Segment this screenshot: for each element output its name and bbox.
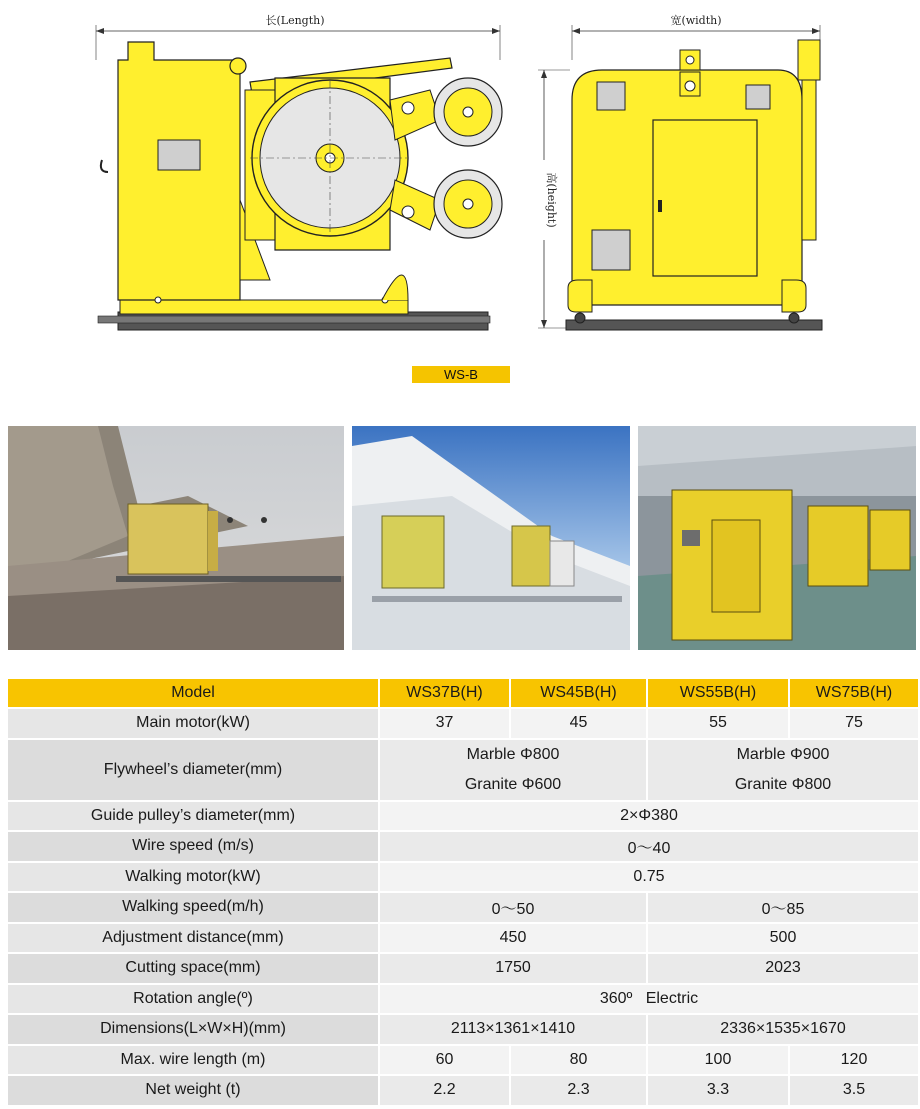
row-label-walking-motor: Walking motor(kW) [7, 862, 379, 893]
cell-wire-speed: 0～40 [379, 831, 919, 862]
row-label-flywheel: Flywheel’s diameter(mm) [7, 739, 379, 801]
header-model-ws37b: WS37B(H) [379, 678, 510, 708]
row-label-guide-pulley: Guide pulley’s diameter(mm) [7, 801, 379, 832]
height-label: 高(height) [545, 172, 558, 228]
cell-net-weight-2: 2.3 [510, 1075, 647, 1106]
cell-walking-speed-1: 0～50 [379, 892, 647, 923]
cell-guide-pulley: 2×Φ380 [379, 801, 919, 832]
front-view-drawing [520, 0, 840, 345]
cell-main-motor-2: 45 [510, 708, 647, 739]
flywheel-marble-1: Marble Φ800 [466, 745, 560, 763]
row-label-dimensions: Dimensions(L×W×H)(mm) [7, 1014, 379, 1045]
cell-rotation: 360º Electric [379, 984, 919, 1015]
table-row [7, 1014, 919, 1045]
table-row [7, 953, 919, 984]
cell-main-motor-1: 37 [379, 708, 510, 739]
cell-dimensions-2: 2336×1535×1670 [647, 1014, 919, 1045]
cell-max-wire-4: 120 [789, 1045, 919, 1076]
table-row [7, 708, 919, 739]
table-row [7, 892, 919, 923]
cell-main-motor-4: 75 [789, 708, 919, 739]
cell-max-wire-2: 80 [510, 1045, 647, 1076]
cell-max-wire-3: 100 [647, 1045, 789, 1076]
row-label-rotation: Rotation angle(º) [7, 984, 379, 1015]
table-header-row [7, 678, 919, 708]
flywheel-marble-2: Marble Φ900 [736, 745, 830, 763]
cell-flywheel-group1 [379, 739, 647, 801]
row-label-walking-speed: Walking speed(m/h) [7, 892, 379, 923]
row-label-wire-speed: Wire speed (m/s) [7, 831, 379, 862]
table-row [7, 923, 919, 954]
row-label-net-weight: Net weight (t) [7, 1075, 379, 1106]
cell-cutting-space-2: 2023 [647, 953, 919, 984]
header-model-ws55b: WS55B(H) [647, 678, 789, 708]
quarry-photo-1 [8, 426, 344, 650]
quarry-photo-2 [352, 426, 630, 650]
header-model-label: Model [7, 678, 379, 708]
cell-flywheel-group2 [647, 739, 919, 801]
spec-table [6, 677, 920, 1107]
cell-dimensions-1: 2113×1361×1410 [379, 1014, 647, 1045]
row-label-cutting-space: Cutting space(mm) [7, 953, 379, 984]
cell-net-weight-4: 3.5 [789, 1075, 919, 1106]
row-label-max-wire: Max. wire length (m) [7, 1045, 379, 1076]
row-label-main-motor: Main motor(kW) [7, 708, 379, 739]
cell-adjustment-1: 450 [379, 923, 647, 954]
flywheel-granite-2: Granite Φ800 [734, 775, 832, 793]
model-series-label: WS-B [412, 366, 510, 383]
cell-cutting-space-1: 1750 [379, 953, 647, 984]
factory-photo [638, 426, 916, 650]
cell-main-motor-3: 55 [647, 708, 789, 739]
table-row [7, 1075, 919, 1106]
cell-max-wire-1: 60 [379, 1045, 510, 1076]
cell-walking-motor: 0.75 [379, 862, 919, 893]
table-row [7, 831, 919, 862]
width-label: 宽(width) [670, 14, 722, 27]
table-row [7, 801, 919, 832]
table-row [7, 984, 919, 1015]
header-model-ws75b: WS75B(H) [789, 678, 919, 708]
table-row [7, 739, 919, 801]
header-model-ws45b: WS45B(H) [510, 678, 647, 708]
table-row [7, 862, 919, 893]
table-row [7, 1045, 919, 1076]
cell-adjustment-2: 500 [647, 923, 919, 954]
cell-walking-speed-2: 0～85 [647, 892, 919, 923]
row-label-adjustment: Adjustment distance(mm) [7, 923, 379, 954]
side-view-drawing [90, 0, 510, 345]
flywheel-granite-1: Granite Φ600 [464, 775, 562, 793]
cell-net-weight-3: 3.3 [647, 1075, 789, 1106]
cell-net-weight-1: 2.2 [379, 1075, 510, 1106]
length-label: 长(Length) [265, 14, 325, 27]
